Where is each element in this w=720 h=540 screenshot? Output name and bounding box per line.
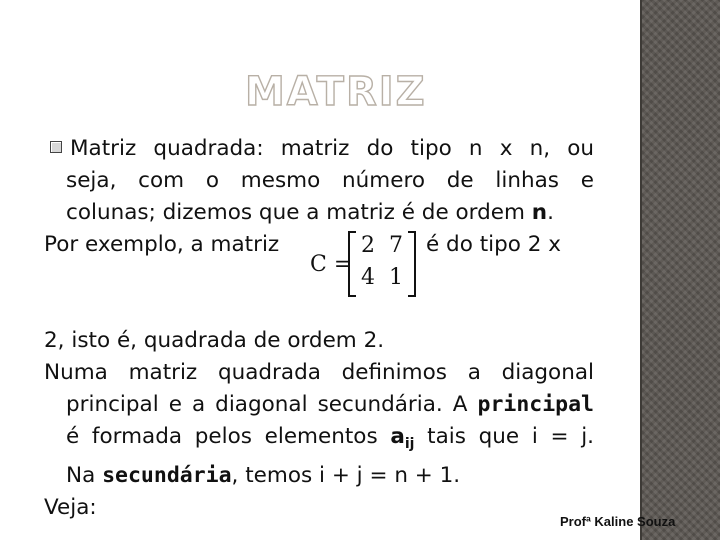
example-row — [44, 229, 594, 325]
example-text-after: é do tipo 2 x — [426, 232, 561, 257]
example-continuation: 2, isto é, quadrada de ordem 2. — [44, 328, 385, 353]
diagonal-line-3 — [44, 421, 594, 460]
diagonal-line-1: Numa matriz quadrada definimos a diagonal — [44, 360, 594, 385]
bullet-line-1 — [44, 133, 594, 165]
matrix-variable: C = — [310, 252, 353, 277]
term-matriz-quadrada: Matriz quadrada — [70, 136, 257, 161]
slide-title: MATRIZ — [245, 69, 427, 115]
element-a: a — [390, 424, 405, 449]
diagonal-line-2-text: principal e a diagonal secundária. A — [66, 392, 478, 417]
checkbox-bullet-icon — [50, 141, 62, 153]
bullet-line-3-end: . — [547, 200, 554, 225]
order-n: n — [531, 200, 548, 225]
slide-body — [44, 133, 594, 524]
matrix-cell: 7 — [389, 233, 403, 258]
diagonal-line-3-text: é formada pelos elementos — [66, 424, 391, 449]
closing-text: Veja: — [44, 495, 97, 520]
bullet-line-1-text: : matriz do tipo n x n, ou — [256, 136, 594, 161]
matrix-cell: 1 — [389, 265, 403, 290]
term-principal: principal — [477, 392, 594, 417]
example-text-before: Por exemplo, a matriz — [44, 232, 280, 257]
bullet-line-3 — [44, 197, 594, 229]
bullet-line-3-text: colunas; dizemos que a matriz é de ordem — [66, 200, 532, 225]
term-secundaria: secundária — [102, 463, 232, 488]
diagonal-line-4-end: , temos i + j = n + 1. — [231, 463, 461, 488]
right-bracket — [408, 231, 416, 297]
diagonal-line-2 — [44, 389, 594, 421]
element-subscript: ij — [404, 436, 415, 452]
diagonal-line-4-text: Na — [66, 463, 103, 488]
left-bracket — [348, 231, 356, 297]
diagonal-line-3-end: tais que i = j. — [414, 424, 595, 449]
author-footer: Profª Kaline Souza — [560, 514, 676, 529]
matrix-cell: 4 — [361, 265, 375, 290]
decorative-side-strip — [642, 0, 720, 540]
matrix-cell: 2 — [361, 233, 375, 258]
diagonal-line-4 — [44, 460, 594, 492]
matrix-c — [310, 231, 420, 299]
bullet-line-2: seja, com o mesmo número de linhas e — [66, 168, 594, 193]
